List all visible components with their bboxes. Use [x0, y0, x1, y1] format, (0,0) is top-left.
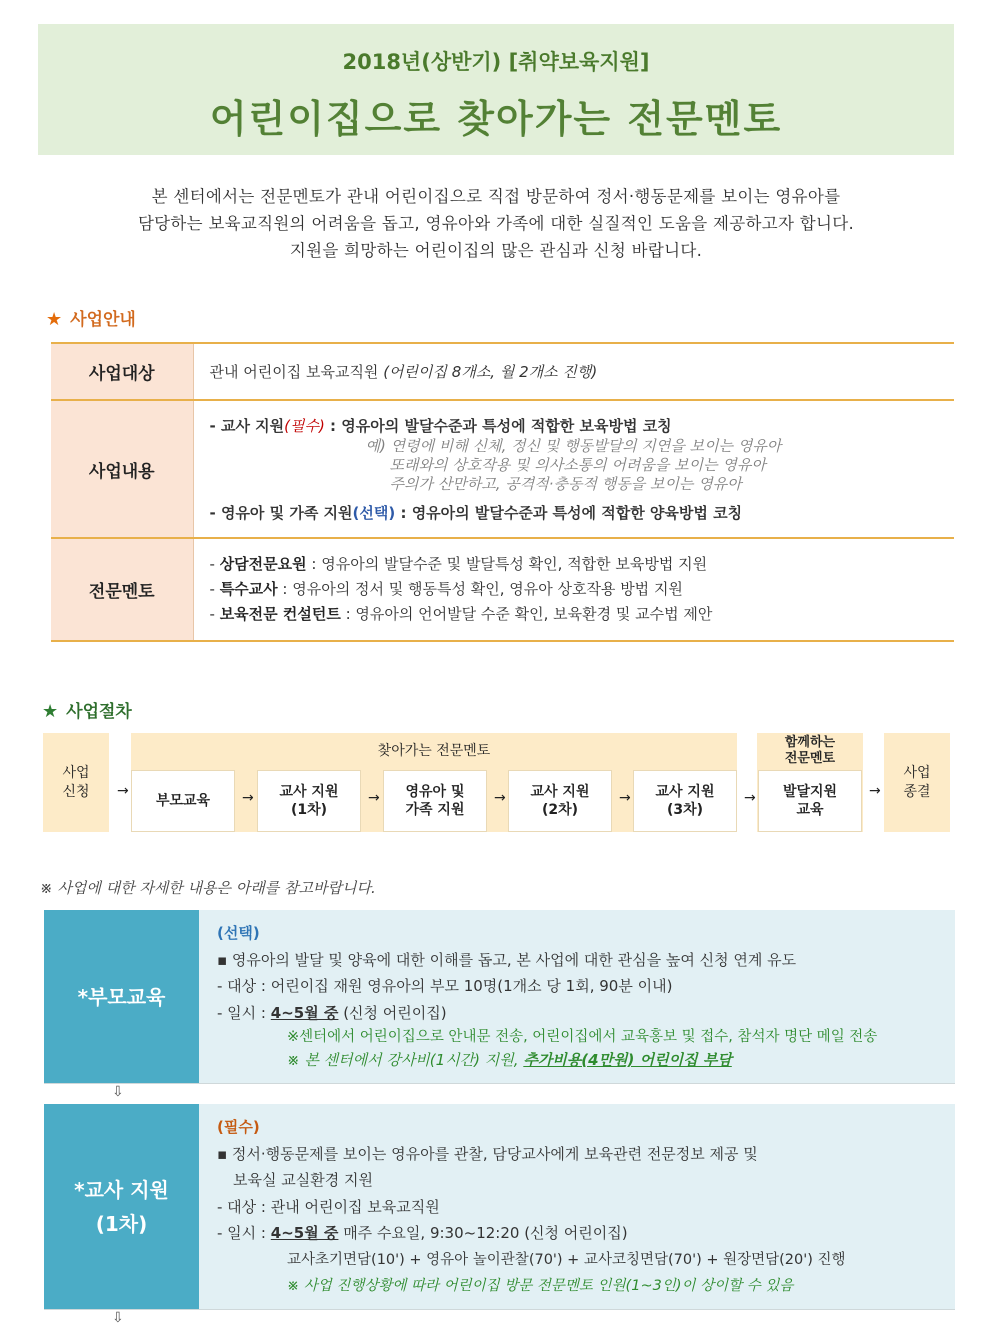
- card-bullet: ▪ 영유아의 발달 및 양육에 대한 이해를 돕고, 본 사업에 대한 관심을 높여 신청 연계 유도: [217, 950, 797, 969]
- card-date: [217, 1000, 945, 1027]
- date-suffix: (신청 어린이집): [338, 1003, 447, 1022]
- process-start: [43, 733, 109, 832]
- card-title: *부모교육: [44, 910, 199, 1083]
- card-bullet: ▪ 정서·행동문제를 보이는 영유아를 관찰, 담당교사에게 보육관련 전문정보 제공 및: [217, 1144, 758, 1163]
- card-target: - 대상 : 어린이집 재원 영유아의 부모 10명(1개소 당 1회, 90분 이내): [217, 977, 673, 995]
- optional-tag: (선택): [217, 924, 260, 942]
- table-row: [51, 400, 954, 538]
- process-step: [131, 770, 235, 832]
- process-step: [257, 770, 361, 832]
- mentor-role: 상담전문요원: [219, 555, 307, 573]
- process-step: [508, 770, 612, 832]
- intro-line: 본 센터에서는 전문멘토가 관내 어린이집으로 직접 방문하여 정서·행동문제를 보이는 영유아를: [151, 187, 841, 206]
- example-line: 주의가 산만하고, 공격적·충동적 행동을 보이는 영유아: [389, 474, 742, 493]
- note-bold: 추가비용(4만원) 어린이집 부담: [523, 1051, 732, 1069]
- family-prefix: - 영유아 및 가족 지원: [209, 503, 353, 522]
- section-title: 사업안내: [70, 310, 136, 330]
- card-body: [217, 920, 945, 1072]
- teacher-text: : 영유아의 발달수준과 특성에 적합한 보육방법 코칭: [324, 416, 672, 435]
- arrow-icon: →: [869, 783, 881, 799]
- reference-note: ※ 사업에 대한 자세한 내용은 아래를 참고바랍니다.: [40, 879, 376, 897]
- note-text: ※ 본 센터에서 강사비(1시간) 지원,: [287, 1051, 524, 1069]
- process-group-label: 찾아가는 전문멘토: [377, 743, 491, 759]
- arrow-icon: →: [494, 790, 506, 806]
- arrow-icon: →: [744, 790, 756, 806]
- mentor-item: - 특수교사 : 영유아의 정서 및 행동특성 확인, 영유아 상호작용 방법 지원: [209, 580, 683, 598]
- intro-line: 지원을 희망하는 어린이집의 많은 관심과 신청 바랍니다.: [289, 241, 703, 260]
- optional-tag: (선택): [352, 503, 396, 522]
- mentor-item: - 상담전문요원 : 영유아의 발달수준 및 발달특성 확인, 적합한 보육방법 지원: [209, 555, 708, 573]
- required-tag: (필수): [284, 416, 325, 435]
- required-tag: (필수): [217, 1118, 260, 1136]
- process-step: [633, 770, 737, 832]
- process-text: 사업: [903, 764, 931, 781]
- target-text: 관내 어린이집 보육교직원: [209, 363, 384, 381]
- process-text: (3차): [666, 802, 704, 818]
- mentor-desc: : 영유아의 발달수준 및 발달특성 확인, 적합한 보육방법 지원: [306, 555, 708, 573]
- teacher-prefix: - 교사 지원: [209, 416, 285, 435]
- date-prefix: - 일시 :: [217, 1003, 271, 1022]
- process-flow: [43, 733, 953, 833]
- star-icon: ★: [42, 701, 59, 722]
- process-text: 전문멘토: [784, 751, 836, 766]
- process-text: 신청: [62, 783, 90, 800]
- row-label: 전문멘토: [51, 538, 193, 641]
- section-heading-process: [42, 697, 132, 722]
- section-title: 사업절차: [66, 702, 132, 722]
- target-note: (어린이집 8개소, 월 2개소 진행): [383, 363, 598, 381]
- with-mentor-label: [757, 735, 863, 767]
- process-step: [758, 770, 862, 832]
- process-text: 발달지원: [782, 784, 838, 800]
- banner-title: 어린이집으로 찾아가는 전문멘토: [209, 97, 783, 141]
- process-text: 교사 지원: [279, 784, 339, 800]
- mentor-role: 보육전문 컨설턴트: [219, 605, 341, 623]
- row-value: [193, 343, 954, 400]
- row-label: 사업내용: [51, 400, 193, 538]
- date-bold: 4~5월 중: [270, 1003, 339, 1022]
- process-text: (2차): [541, 802, 579, 818]
- card-bullet-cont: 보육실 교실환경 지원: [233, 1171, 373, 1189]
- process-text: 영유아 및: [405, 784, 465, 800]
- teacher-support-line: [210, 415, 955, 437]
- down-arrow-icon: ⇩: [112, 1084, 124, 1100]
- card-note: ※ 사업 진행상황에 따라 어린이집 방문 전문멘토 인원(1~3인)이 상이할 수 있음: [287, 1278, 794, 1294]
- card-schedule: 교사초기면담(10') + 영유아 놀이관찰(70') + 교사코칭면담(70') + 원장면담(20') 진행: [287, 1251, 846, 1268]
- star-icon: ★: [46, 309, 63, 330]
- process-end: [884, 733, 950, 832]
- process-text: 교육: [796, 802, 824, 818]
- teacher-support-card: [44, 1104, 955, 1310]
- process-text: 함께하는: [784, 735, 836, 750]
- row-value: [193, 400, 954, 538]
- card-title-line: (1차): [95, 1211, 148, 1236]
- row-label: 사업대상: [51, 343, 193, 400]
- card-note: ※센터에서 어린이집으로 안내문 전송, 어린이집에서 교육홍보 및 접수, 참석자 명단 메일 전송: [287, 1029, 878, 1045]
- example-line: 또래와의 상호작용 및 의사소통의 어려움을 보이는 영유아: [389, 455, 766, 474]
- mentor-desc: : 영유아의 언어발달 수준 확인, 보육환경 및 교수법 제안: [340, 605, 713, 623]
- family-support-line: [210, 502, 955, 524]
- process-text: 가족 지원: [405, 802, 465, 818]
- example-line: 예) 연령에 비해 신체, 정신 및 행동발달의 지연을 보이는 영유아: [365, 436, 782, 455]
- mentor-role: 특수교사: [219, 580, 278, 598]
- table-row: [51, 343, 954, 400]
- process-text: 교사 지원: [530, 784, 590, 800]
- process-text: 부모교육: [155, 793, 211, 809]
- table-row: [51, 538, 954, 641]
- card-body: [217, 1114, 945, 1300]
- section-heading-info: [46, 305, 136, 330]
- arrow-icon: →: [619, 790, 631, 806]
- card-note: [217, 1049, 945, 1072]
- date-suffix: 매주 수요일, 9:30~12:20 (신청 어린이집): [338, 1224, 628, 1242]
- info-table: [51, 342, 954, 642]
- card-title-line: *교사 지원: [74, 1177, 169, 1202]
- process-text: 종결: [903, 783, 931, 800]
- card-target: - 대상 : 관내 어린이집 보육교직원: [217, 1197, 440, 1216]
- title-banner: [38, 24, 954, 155]
- down-arrow-icon: ⇩: [112, 1310, 124, 1326]
- intro-paragraph: [40, 183, 952, 264]
- arrow-icon: →: [242, 790, 254, 806]
- date-bold: 4~5월 중: [270, 1224, 339, 1242]
- family-text: : 영유아의 발달수준과 특성에 적합한 양육방법 코칭: [395, 503, 743, 522]
- parent-education-card: [44, 910, 955, 1084]
- intro-line: 담당하는 보육교직원의 어려움을 돕고, 영유아와 가족에 대한 실질적인 도움을 제공하고자 합니다.: [137, 214, 855, 233]
- process-text: 교사 지원: [655, 784, 715, 800]
- arrow-icon: →: [368, 790, 380, 806]
- arrow-icon: →: [117, 783, 129, 799]
- mentor-desc: : 영유아의 정서 및 행동특성 확인, 영유아 상호작용 방법 지원: [277, 580, 683, 598]
- date-prefix: - 일시 :: [217, 1224, 271, 1242]
- process-step: [383, 770, 487, 832]
- card-date: [217, 1220, 945, 1247]
- card-title: [44, 1104, 199, 1309]
- row-value: [193, 538, 954, 641]
- process-text: (1차): [290, 802, 328, 818]
- process-text: 사업: [62, 764, 90, 781]
- banner-subtitle: 2018년(상반기) [취약보육지원]: [342, 50, 650, 74]
- mentor-item: - 보육전문 컨설턴트 : 영유아의 언어발달 수준 확인, 보육환경 및 교수법 제안: [209, 605, 713, 623]
